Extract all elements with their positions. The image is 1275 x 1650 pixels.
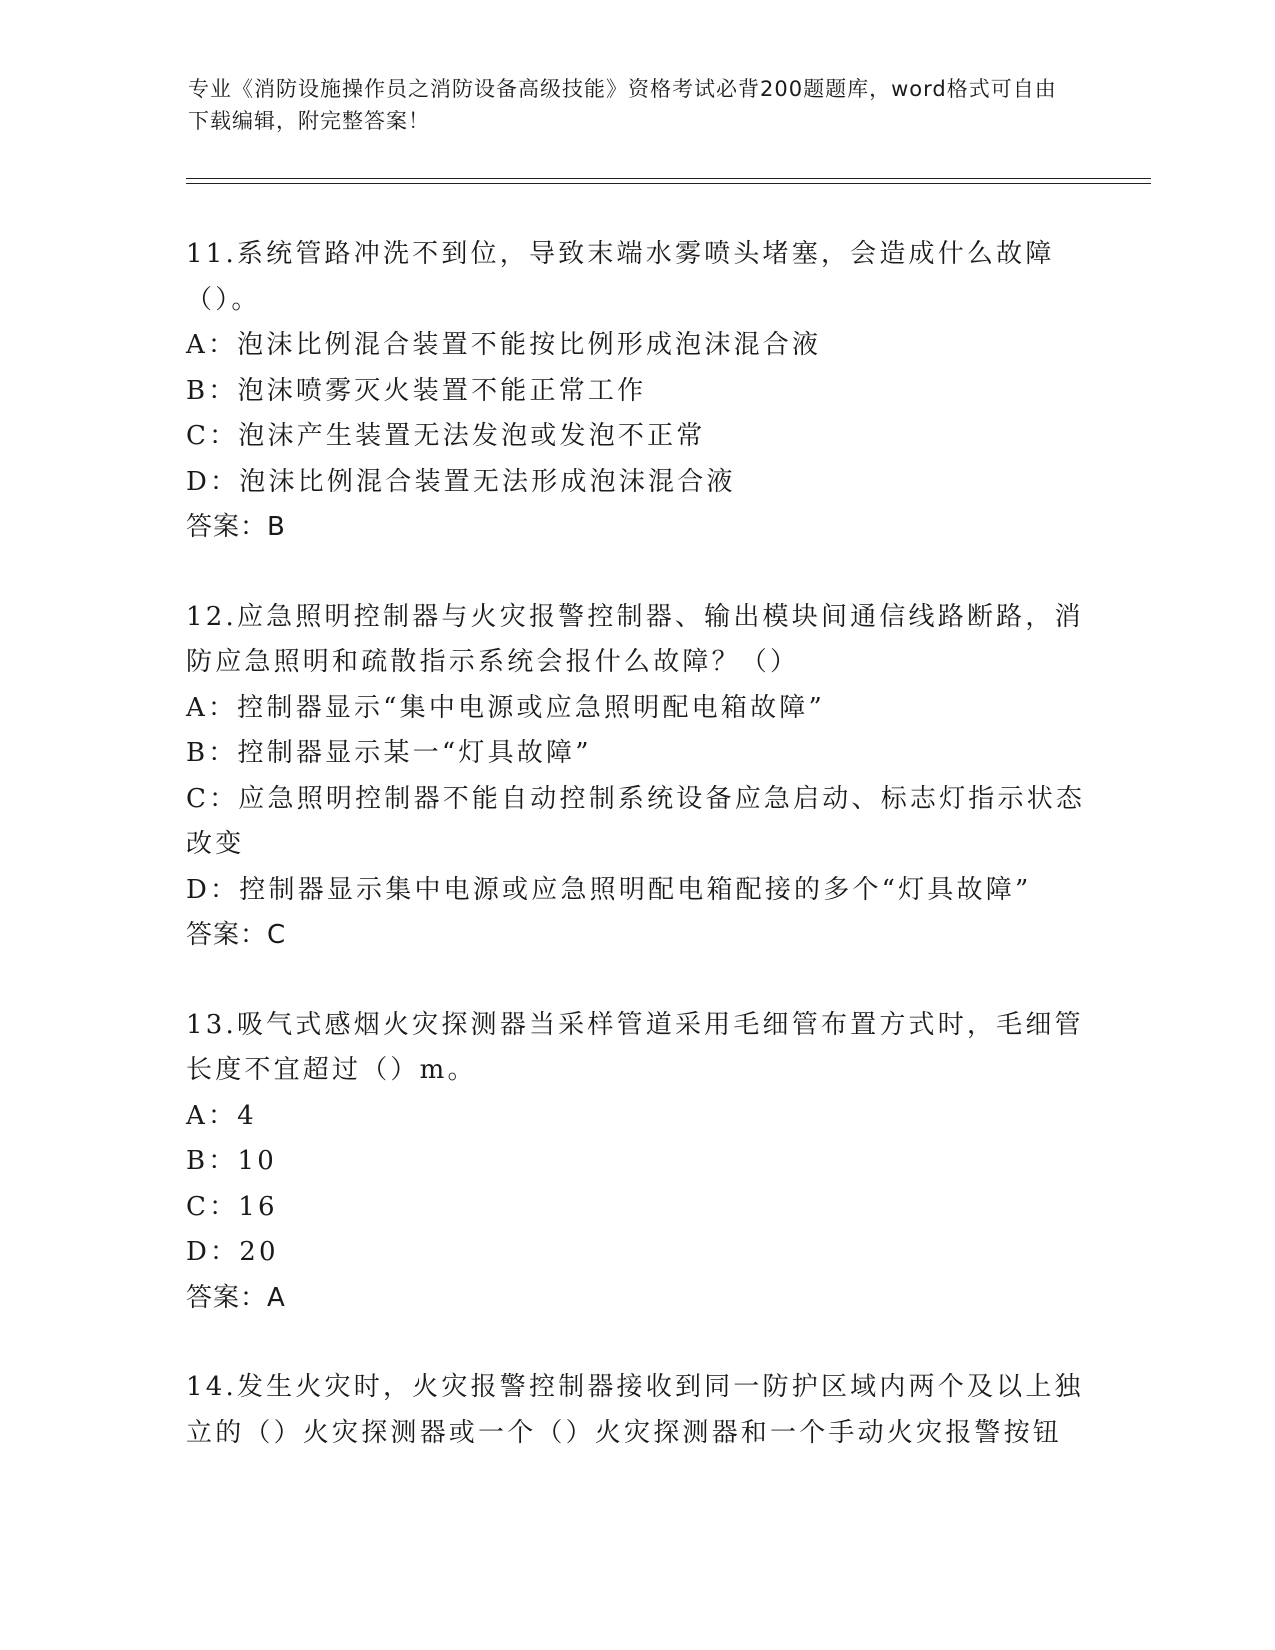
option-d: D：20 [186, 1237, 279, 1267]
question-stem: 12.应急照明控制器与火灾报警控制器、输出模块间通信线路断路，消防应急照明和疏散指示系统会报什么故障？（） [186, 601, 1084, 677]
question-stem: 13.吸气式感烟火灾探测器当采样管道采用毛细管布置方式时，毛细管长度不宜超过（）m。 [186, 1009, 1084, 1085]
document-header [188, 73, 1068, 137]
header-divider-top [186, 178, 1151, 179]
question-12 [186, 595, 1086, 959]
answer-line: 答案：A [186, 1282, 286, 1313]
option-a: A：泡沫比例混合装置不能按比例形成泡沫混合液 [186, 330, 822, 360]
question-spacer [186, 1321, 1086, 1365]
header-divider-bottom [186, 183, 1151, 184]
answer-line: 答案：B [186, 512, 286, 542]
option-c: C：16 [186, 1191, 278, 1222]
question-spacer [186, 959, 1086, 1003]
question-list [186, 232, 1086, 1456]
header-text: 专业《消防设施操作员之消防设备高级技能》资格考试必背200题题库，word格式可自由下载编辑，附完整答案！ [188, 77, 1057, 133]
option-b: B：10 [186, 1146, 277, 1176]
option-c: C：泡沫产生装置无法发泡或发泡不正常 [186, 421, 706, 451]
option-a: A：4 [186, 1100, 257, 1131]
option-b: B：泡沫喷雾灭火装置不能正常工作 [186, 375, 647, 406]
question-stem: 11.系统管路冲洗不到位，导致末端水雾喷头堵塞，会造成什么故障（）。 [186, 239, 1055, 315]
answer-line: 答案：C [186, 920, 287, 950]
question-stem: 14.发生火灾时，火灾报警控制器接收到同一防护区域内两个及以上独立的（）火灾探测器或一个（）火灾探测器和一个手动火灾报警按钮 [186, 1372, 1084, 1448]
option-d: D：泡沫比例混合装置无法形成泡沫混合液 [186, 466, 736, 497]
option-a: A：控制器显示“集中电源或应急照明配电箱故障” [186, 692, 825, 723]
question-11 [186, 232, 1086, 551]
option-b: B：控制器显示某一“灯具故障” [186, 738, 592, 768]
option-c: C：应急照明控制器不能自动控制系统设备应急启动、标志灯指示状态改变 [186, 783, 1086, 859]
question-14 [186, 1365, 1086, 1456]
question-13 [186, 1003, 1086, 1322]
option-d: D：控制器显示集中电源或应急照明配电箱配接的多个“灯具故障” [186, 874, 1032, 905]
question-spacer [186, 551, 1086, 595]
